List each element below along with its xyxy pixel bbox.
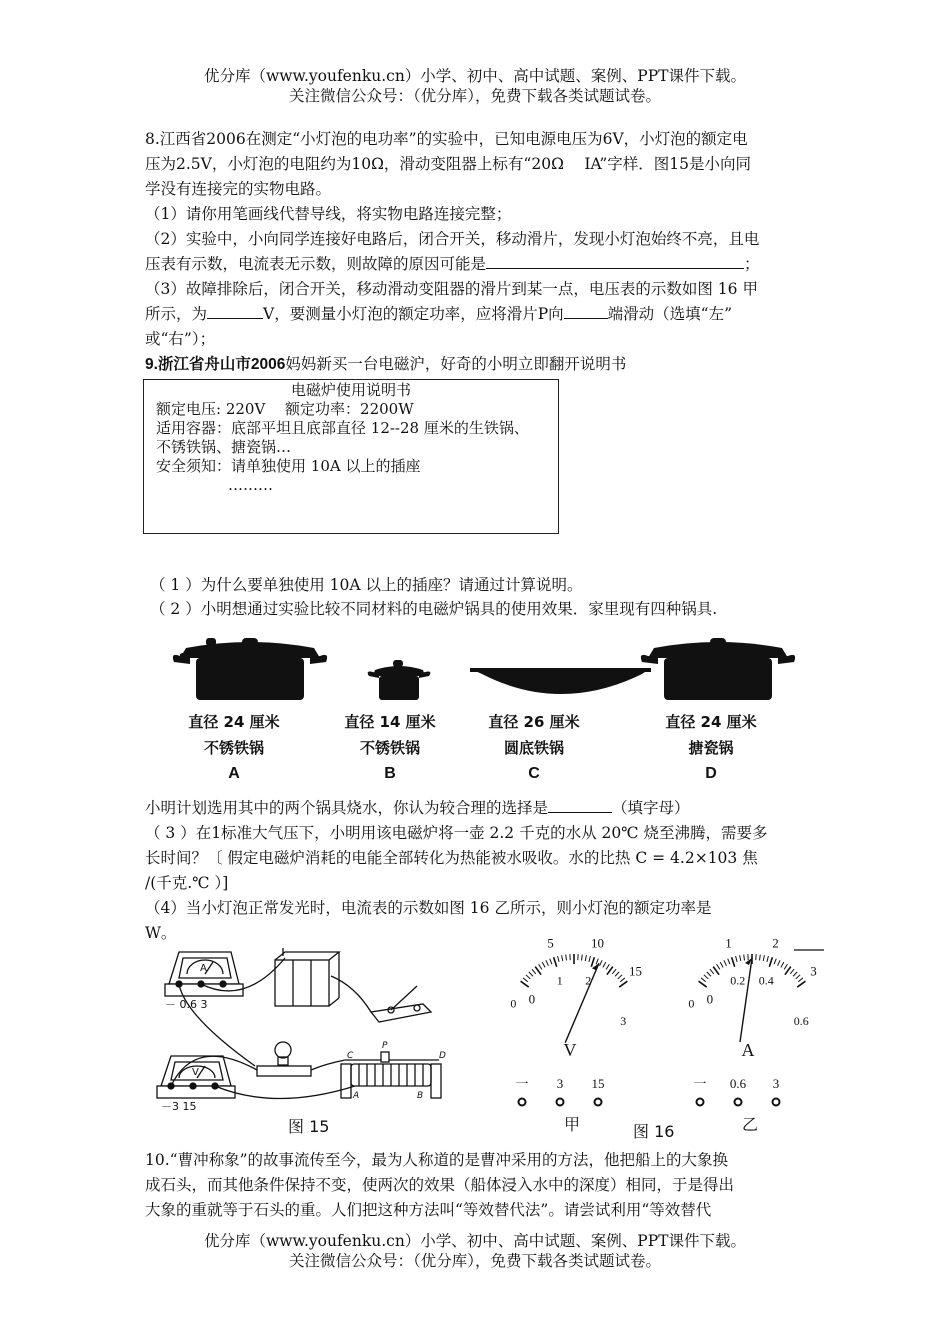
voltmeter-dial-tick [618, 975, 622, 979]
page-footer-line1: 优分库（www.youfenku.cn）小学、初中、高中试题、案例、PPT课件下载。 [203, 1232, 747, 1250]
ammeter-dial-tick [732, 957, 735, 967]
voltmeter-dial-terminal [557, 1099, 564, 1106]
ammeter-dial-tick [704, 975, 708, 979]
voltmeter-dial-tick [591, 957, 594, 967]
ammeter-dial-tick [710, 969, 714, 974]
ammeter-dial-tick [798, 978, 803, 982]
ammeter-dial-tick [769, 957, 772, 967]
ammeter-dial-terminal [773, 1099, 780, 1106]
q8-part2-text: 压表有示数，电流表无示数，则故障的原因可能是 [145, 255, 487, 273]
q10-line3: 大象的重就等于石头的重。人们把这种方法叫“等效替代法”。请尝试利用“等效替代 [145, 1201, 712, 1219]
pot-a-type: 不锈铁锅 [203, 739, 264, 757]
ammeter-dial-tick [767, 956, 768, 962]
ammeter-dial-terminal-label: 0.6 [729, 1076, 747, 1091]
voltmeter-dial-terminal-label: 15 [591, 1076, 605, 1091]
voltmeter-dial-tick [620, 978, 625, 982]
q8-part2-end: ； [744, 255, 760, 273]
voltmeter-dial-inner-label: 2 [585, 973, 592, 988]
switch-icon [371, 986, 431, 1022]
q9-part3-line3: /(千克.℃ ）] [145, 874, 229, 892]
manual-ellipsis: ……… [228, 476, 273, 494]
q9-intro [145, 352, 811, 377]
ammeter-dial-outer-label: 3 [810, 963, 817, 979]
page-header-line1: 优分库（www.youfenku.cn）小学、初中、高中试题、案例、PPT课件下载。 [203, 67, 747, 85]
pot-c-letter: C [528, 765, 540, 782]
ammeter-dial-zero-inner-label: 0 [688, 996, 695, 1011]
q8-part3-text-a: 所示，为 [145, 305, 208, 323]
voltmeter-dial-outer-label: 10 [590, 935, 604, 951]
ammeter-dial-tick [720, 962, 723, 967]
voltmeter-dial-tick [589, 956, 590, 962]
pot-d-letter: D [705, 765, 717, 782]
voltmeter-dial-tick [554, 957, 557, 967]
q8-direction-blank[interactable] [564, 302, 608, 319]
pot-b-label [320, 709, 460, 787]
voltmeter-dial-tick [546, 960, 549, 965]
battery-icon [275, 948, 339, 1006]
ammeter-dial-inner-label: 0.4 [758, 973, 774, 988]
ammeter-dial-terminal [697, 1099, 704, 1106]
ammeter-dial-terminal-label: 一 [693, 1076, 707, 1091]
pot-b-type: 不锈铁锅 [359, 739, 420, 757]
pot-b-letter: B [384, 765, 396, 782]
ammeter-dial [688, 936, 816, 1134]
pot-c-size: 直径 26 厘米 [488, 713, 580, 731]
manual-line2: 适用容器：底部平坦且底部直径 12--28 厘米的生铁锅、 [156, 419, 529, 437]
pot-a-letter: A [228, 765, 240, 782]
q9-part1: （ 1 ）为什么要单独使用 10A 以上的插座？请通过计算说明。 [150, 576, 583, 594]
voltmeter-dial-tick [566, 955, 567, 961]
q8-part3-line2 [145, 302, 811, 327]
q9-part4-line2: W。 [145, 924, 177, 942]
voltmeter-dial-inner-label: 1 [556, 973, 563, 988]
voltmeter-dial-tick [550, 959, 552, 965]
ammeter-dial-tick [744, 955, 745, 961]
page-header-line2: 关注微信公众号：（优分库），免费下载各类试题试卷。 [288, 87, 661, 105]
voltmeter-dial-tick [539, 964, 542, 969]
q8-fault-answer-blank[interactable] [486, 252, 744, 269]
figure-15-caption: 图 15 [288, 1117, 330, 1136]
ammeter-dial-tick [724, 960, 727, 965]
figure-16-caption: 图 16 [633, 1122, 675, 1141]
ammeter-dial-tick [796, 975, 800, 979]
pot-b-icon [368, 660, 431, 700]
rheostat-label-d: D [439, 1051, 446, 1061]
pots-illustration [170, 628, 770, 708]
page-footer-line2: 关注微信公众号：（优分库），免费下载各类试题试卷。 [288, 1252, 661, 1270]
manual-box [143, 379, 559, 534]
q9-source: 9.浙江省舟山市2006 [145, 356, 286, 373]
pot-a-size: 直径 24 厘米 [188, 713, 280, 731]
q8-part2-line2 [145, 252, 811, 277]
voltmeter-dial-label: 甲 [563, 1115, 581, 1134]
voltmeter-dial-tick [526, 975, 530, 979]
voltmeter-dial-needle [565, 963, 599, 1042]
q8-line3: 学没有连接完的实物电路。 [145, 180, 332, 198]
pot-a-label [164, 709, 304, 787]
ammeter-dial-tick [793, 972, 797, 976]
ammeter-dial-label: 乙 [741, 1115, 759, 1134]
rheostat-label-a: A [353, 1091, 360, 1101]
voltmeter-dial-symbol: V [563, 1040, 577, 1060]
q8-part3-line1: （3）故障排除后，闭合开关，移动滑动变阻器的滑片到某一点，电压表的示数如图 16 甲 [145, 280, 758, 298]
voltmeter-dial [510, 936, 642, 1134]
voltmeter-dial-tick [606, 964, 609, 969]
ammeter-symbol: A [200, 963, 207, 974]
pot-a-icon [173, 638, 327, 700]
manual-line3: 不锈铁锅、搪瓷锅… [156, 438, 292, 456]
manual-line1: 额定电压: 220V 额定功率：2200W [156, 400, 414, 418]
ammeter-dial-tick [728, 959, 730, 965]
ammeter-terminal-labels: － 0.6 3 [165, 998, 208, 1011]
q8-part2-line1: （2）实验中，小向同学连接好电路后，闭合开关，移动滑片，发现小灯泡始终不亮，且电 [145, 230, 760, 248]
q9-part4-line1: （4）当小灯泡正常发光时，电流表的示数如图 16 乙所示，则小灯泡的额定功率是 [145, 899, 712, 917]
voltmeter-dial-outer-label: 15 [628, 963, 642, 979]
voltmeter-dial-zero-inner-label: 0 [510, 996, 517, 1011]
q9-part2: （ 2 ）小明想通过实验比较不同材料的电磁炉锅具的使用效果．家里现有四种锅具. [150, 600, 718, 618]
q8-part3-line3: 或“右”）； [145, 330, 216, 348]
voltmeter-dial-terminal-label: 一 [515, 1076, 529, 1091]
q8-line2: 压为2.5V，小灯泡的电阻约为10Ω，滑动变阻器上标有“20Ω IA”字样．图15是小向同 [145, 155, 752, 173]
ammeter-dial-outer-label: 2 [772, 935, 779, 951]
q9-part3-line2: 长时间？〔 假定电磁炉消耗的电能全部转化为热能被水吸收。水的比热 C = 4.2×103 焦 [145, 849, 758, 867]
q9-part3-line1: （ 3 ）在1标准大气压下，小明用该电磁炉将一壶 2.2 千克的水从 20℃ 烧至沸腾，需要多 [145, 824, 768, 842]
voltmeter-dial-tick [558, 956, 559, 962]
voltmeter-dial-terminal-label: 3 [556, 1076, 564, 1091]
manual-line4: 安全须知：请单独使用 10A 以上的插座 [156, 457, 421, 475]
ammeter-dial-tick [784, 964, 787, 969]
manual-title: 电磁炉使用说明书 [290, 381, 411, 399]
voltmeter-dial-tick [596, 959, 598, 965]
ammeter-dial-terminal-label: 3 [772, 1076, 780, 1091]
voltmeter-dial-tick [585, 955, 586, 961]
ammeter-dial-needle [740, 958, 752, 1042]
voltmeter-dial-tick [600, 960, 603, 965]
voltmeter-dial-inner-label: 3 [620, 1013, 627, 1028]
voltmeter-dial-tick [562, 955, 563, 961]
voltmeter-terminal-labels: －3 15 [161, 1100, 197, 1113]
ammeter-dial-terminal [735, 1099, 742, 1106]
ammeter-dial-symbol: A [741, 1040, 755, 1060]
q9-choice-hint: （填字母） [612, 799, 690, 817]
voltmeter-dial-tick [529, 972, 533, 976]
pot-c-icon [470, 668, 651, 694]
ammeter-dial-tick [740, 955, 741, 961]
ammeter-dial-inner-label: 0.6 [793, 1013, 809, 1028]
voltmeter-dial-tick [542, 962, 545, 967]
voltmeter-dial-outer-label: 0 [528, 991, 536, 1007]
voltmeter-dial-tick [532, 969, 536, 974]
voltmeter-dial-tick [612, 969, 616, 974]
ammeter-dial-outer-label: 0 [706, 991, 714, 1007]
ammeter-dial-tick [701, 978, 706, 982]
voltmeter-symbol: V [192, 1067, 199, 1078]
ammeter-dial-tick [760, 955, 761, 961]
q9-choice-blank[interactable] [548, 796, 612, 813]
figure-15-circuit [155, 946, 465, 1131]
rheostat-label-b: B [417, 1091, 424, 1101]
voltmeter-dial-outer-label: 5 [547, 935, 554, 951]
q8-voltage-blank[interactable] [207, 302, 263, 319]
ammeter-dial-tick [778, 960, 781, 965]
q9-choice-text: 小明计划选用其中的两个锅具烧水，你认为较合理的选择是 [145, 799, 549, 817]
voltmeter-dial-terminal [595, 1099, 602, 1106]
ammeter-dial-tick [763, 955, 764, 961]
ammeter-dial-tick [707, 972, 711, 976]
ammeter-icon [165, 952, 243, 996]
pot-d-label [641, 709, 781, 787]
pot-d-icon [641, 638, 795, 700]
pot-d-size: 直径 24 厘米 [665, 713, 757, 731]
ammeter-dial-tick [774, 959, 776, 965]
lamp-icon [257, 1042, 311, 1076]
pot-c-type: 圆底铁锅 [503, 739, 564, 757]
ammeter-dial-tick [717, 964, 720, 969]
q8-part3-text-c: 端滑动（选填“左” [607, 305, 732, 323]
ammeter-dial-tick [781, 962, 784, 967]
pot-b-size: 直径 14 厘米 [344, 713, 436, 731]
ammeter-dial-tick [736, 956, 737, 962]
pot-d-type: 搪瓷锅 [688, 739, 734, 757]
ammeter-dial-inner-label: 0.2 [730, 973, 746, 988]
voltmeter-dial-terminal [519, 1099, 526, 1106]
pot-c-label [464, 709, 604, 787]
voltmeter-dial-tick [523, 978, 528, 982]
ammeter-dial-outer-label: 1 [725, 935, 732, 951]
rheostat-label-c: C [347, 1051, 354, 1061]
q10-line1: 10.“曹冲称象”的故事流传至今，最为人称道的是曹冲采用的方法，他把船上的大象换 [145, 1151, 729, 1169]
q10-line2: 成石头，而其他条件保持不变，使两次的效果（船体浸入水中的深度）相同，于是得出 [145, 1176, 735, 1194]
voltmeter-dial-tick [582, 955, 583, 961]
q9-intro-text: 妈妈新买一台电磁沪，好奇的小明立即翻开说明书 [285, 355, 627, 373]
q9-choice-line [145, 796, 811, 821]
rheostat-label-p: P [382, 1041, 388, 1051]
ammeter-dial-tick [790, 969, 794, 974]
q8-part3-text-b: V，要测量小灯泡的额定功率，应将滑片P向 [263, 305, 564, 323]
q8-part1: （1）请你用笔画线代替导线，将实物电路连接完整； [145, 205, 512, 223]
q8-line1: 8.江西省2006在测定“小灯泡的电功率”的实验中，已知电源电压为6V，小灯泡的额定电 [145, 130, 748, 148]
voltmeter-dial-tick [603, 962, 606, 967]
voltmeter-dial-tick [615, 972, 619, 976]
